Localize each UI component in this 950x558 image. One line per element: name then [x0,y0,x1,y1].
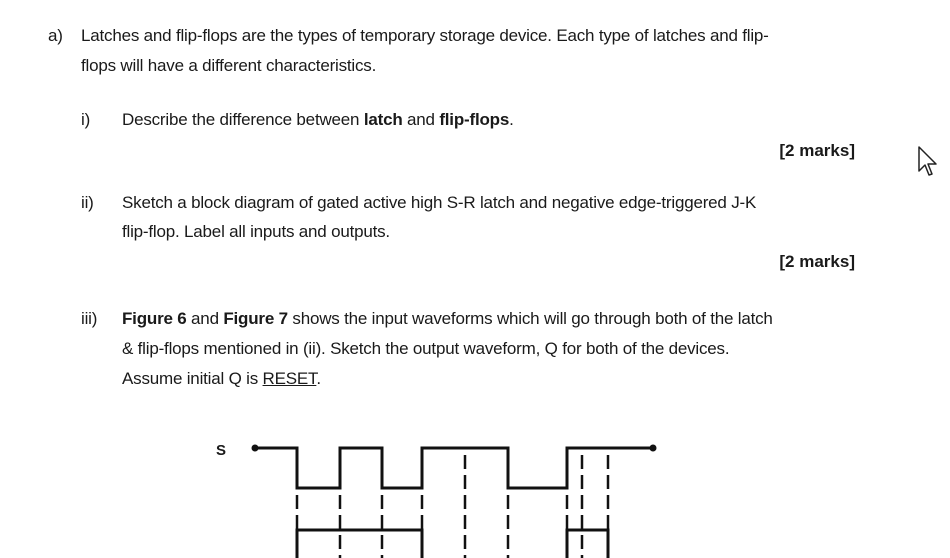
part-iii-line3: Assume initial Q is RESET. [122,369,321,388]
part-iii-line1: Figure 6 and Figure 7 shows the input waveforms which will go through both of the latch [122,309,773,328]
timing-markers [297,455,608,558]
question-a-label: a) [48,26,63,45]
mouse-cursor-icon [917,145,939,179]
r-waveform-2 [567,530,608,558]
figure-7-ref: Figure 7 [223,309,288,328]
r-waveform [297,530,422,558]
part-ii-line1: Sketch a block diagram of gated active high S-R latch and negative edge-triggered J-K [122,193,757,212]
part-ii-line2: flip-flop. Label all inputs and outputs. [122,222,390,241]
question-a-line1: Latches and flip-flops are the types of temporary storage device. Each type of latches and flip- [81,26,769,45]
part-i-marks: [2 marks] [779,141,855,160]
part-iii-line2: & flip-flops mentioned in (ii). Sketch the output waveform, Q for both of the devices. [122,339,730,358]
part-iii-label: iii) [81,309,98,328]
figure-6-ref: Figure 6 [122,309,187,328]
part-ii-marks: [2 marks] [779,252,855,271]
reset-word: RESET [262,369,317,388]
part-i-label: i) [81,110,91,129]
part-i-latch: latch [363,110,403,129]
s-waveform [255,448,653,488]
question-a-line2: flops will have a different characteristics. [81,56,377,75]
part-ii-label: ii) [81,193,94,212]
signal-s-label: S [216,442,227,459]
part-i-text: Describe the difference between latch and flip-flops. [122,110,514,129]
s-start-dot [252,445,259,452]
part-i-flipflops: flip-flops [439,110,510,129]
s-end-dot [650,445,657,452]
